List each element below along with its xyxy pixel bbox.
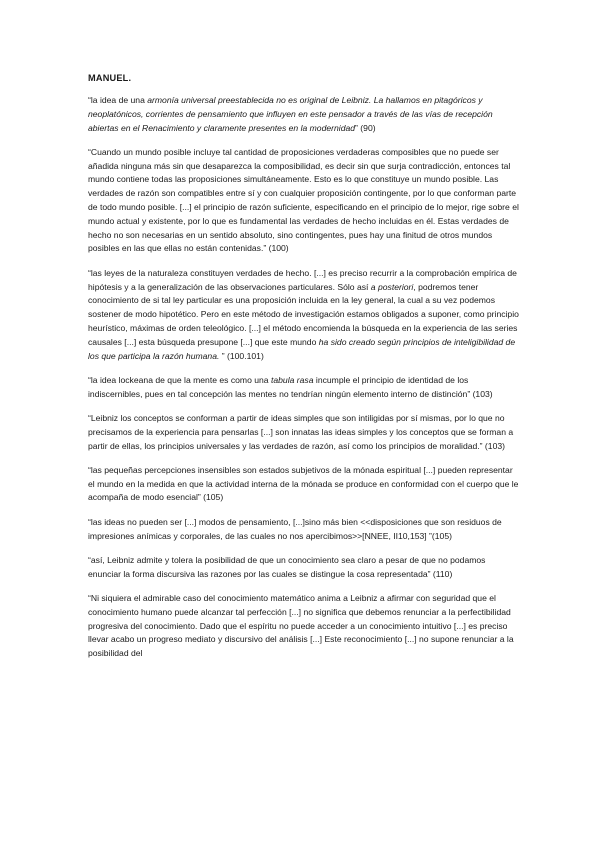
quote-paragraph: [88, 146, 520, 256]
italic-text-segment: tabula rasa: [270, 374, 314, 385]
quote-paragraph: [88, 412, 520, 453]
italic-text-segment: ha sido creado según principios de inteligibilidad de los que participa la razón humana.: [88, 336, 516, 361]
text-segment: “las pequeñas percepciones insensibles son estados subjetivos de la mónada espiritual [...] pueden representar el mundo en la medida en que la actividad interna de la mónada se produce en conformidad con el cuerpo que le acompaña de modo esencial” (105): [88, 464, 519, 503]
text-segment: “así, Leibniz admite y tolera la posibilidad de que un conocimiento sea claro a pesar de que no podamos enunciar la forma discursiva las razones por las cuales se distingue la cosa representada” (110): [88, 554, 486, 579]
quote-paragraph: [88, 94, 520, 135]
quote-paragraph: [88, 516, 520, 544]
text-segment: “Leibniz los conceptos se conforman a partir de ideas simples que son intiligidas por sí mismas, por lo que no precisamos de la experiencia para pensarlas [...] son innatas las ideas simples y los conceptos que se forman a partir de ellas, los principios universales y las verdades de razón, así como los principios de moralidad.” (103): [88, 412, 514, 451]
quote-paragraph: [88, 464, 520, 505]
text-segment: ” (100.101): [219, 350, 264, 361]
text-segment: incumple el principio de identidad de los indiscernibles, pues en tal concepción las mentes no tendrían ningún elemento interno de distinción” (103): [88, 374, 493, 399]
text-segment: “la idea lockeana de que la mente es como una: [88, 374, 271, 385]
text-segment: “las leyes de la naturaleza constituyen verdades de hecho. [...] es preciso recurrir a la comprobación empírica de hipótesis y a la generalización de las observaciones particulares. Sólo así: [88, 267, 517, 292]
text-segment: , podremos tener conocimiento de si tal ley particular es una proposición incluida en la ley general, la cual a su vez podemos sostener de modo hipotético. Pero en este método de investigación estamos obligados a suponer, como principio heurístico, máximas de orden teleológico. [...] el método encomienda la búsqueda en la experiencia de las series causales [...] esta búsqueda presupone [...] que este mundo: [88, 281, 519, 347]
quote-paragraph: [88, 592, 520, 661]
quote-paragraph: [88, 267, 520, 364]
quote-paragraph: [88, 554, 520, 582]
text-segment: “Cuando un mundo posible incluye tal cantidad de proposiciones verdaderas composibles que no puede ser añadida ninguna más sin que desaparezca la composibilidad, es decir sin que surja contradicción, entonces tal mundo contiene todas las proposiciones simultáneamente. Esto es lo que constituye un mundo posible. Las verdades de razón son compatibles entre sí y con cualquier proposición contingente, por lo que conforman parte de todo mundo posible. [...] el principio de razón suficiente, especificando en el principio de lo mejor, rige sobre el mundo actual y existente, por lo que es fundamental las verdades de hecho incluidas en él. Estas verdades de hecho no son necesarias en un sentido absoluto, sino contingentes, pues hay una finitud de otros mundos posibles en las que ellas no están contenidas.” (100): [88, 146, 519, 254]
text-segment: ” (90): [355, 122, 376, 133]
document-page: [88, 72, 520, 671]
italic-text-segment: a posteriori: [370, 281, 414, 292]
text-segment: “la idea de una: [88, 95, 148, 105]
text-segment: “Ni siquiera el admirable caso del conocimiento matemático anima a Leibniz a afirmar con seguridad que el conocimiento humano puede alcanzar tal perfección [...] no significa que debemos renunciar a la perfectibilidad progresiva del conocimiento. Dado que el espíritu no puede acceder a un conocimiento intuitivo [...] es preciso llevar acabo un progreso mediato y discursivo del análisis [...] Este reconocimiento [...] no supone renunciar a la posibilidad del: [88, 592, 514, 659]
text-segment: “las ideas no pueden ser [...] modos de pensamiento, [...]sino más bien <<disposiciones que son residuos de impresiones anímicas y corporales, de las cuales no nos apercibimos>>[NNEE, II10,153] ”(105): [88, 516, 502, 541]
quote-paragraph: [88, 374, 520, 402]
document-heading: MANUEL.: [88, 73, 132, 83]
italic-text-segment: armonía universal preestablecida no es original de Leibniz. La hallamos en pitagóricos y neoplatónicos, corrientes de pensamiento que influyen en este pensador a través de las vías de recepción abiertas en el Renacimiento y claramente presentes en la modernidad: [88, 95, 493, 133]
